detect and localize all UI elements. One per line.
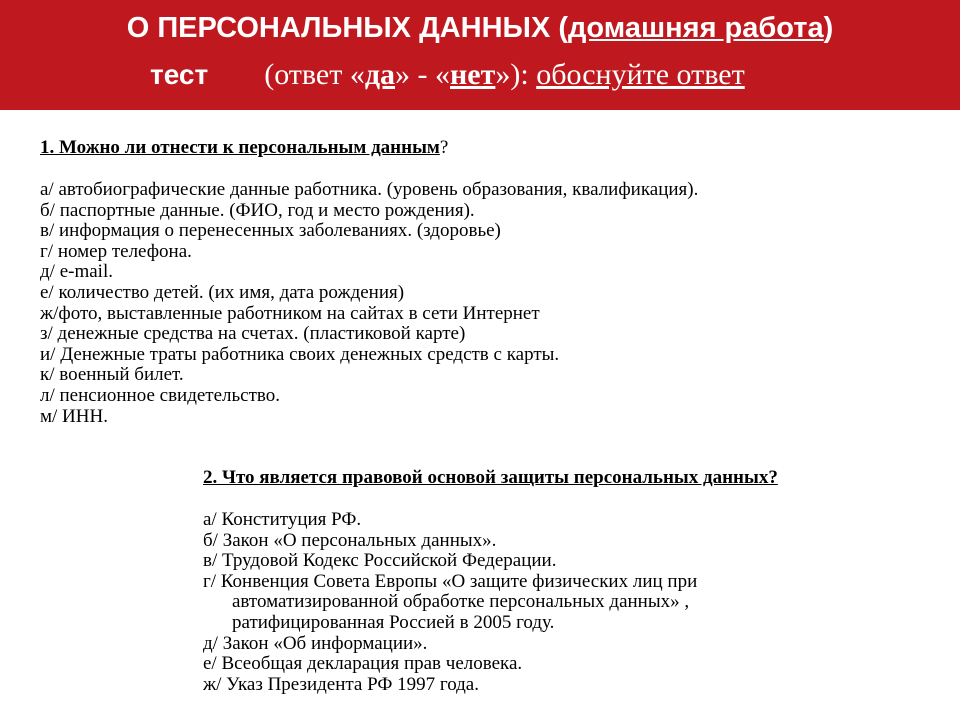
list-item: е/ количество детей. (их имя, дата рождения): [40, 281, 405, 303]
list-item: д/ Закон «Об информации».: [203, 632, 428, 654]
question-1: [40, 137, 698, 427]
list-item: а/ автобиографические данные работника. (уровень образования, квалификация).: [40, 179, 699, 200]
list-item: е/ Всеобщая декларация прав человека.: [203, 653, 523, 675]
list-item: ж/ Указ Президента РФ 1997 года.: [203, 673, 479, 695]
list-item: г/ Конвенция Совета Европы «О защите физических лиц при: [203, 570, 698, 592]
list-item: г/ номер телефона.: [40, 240, 192, 262]
list-item: д/ e-mail.: [40, 261, 113, 283]
justify-text: обоснуйте ответ: [536, 58, 745, 91]
answer-sep: » - «: [395, 58, 451, 91]
answer-no: нет: [450, 58, 496, 91]
list-item: з/ денежные средства на счетах. (пластиковой карте): [40, 323, 466, 345]
title-homework: домашняя работа: [568, 12, 824, 44]
list-item: в/ информация о перенесенных заболеваниях. (здоровье): [40, 220, 501, 242]
title-line-2: [150, 58, 745, 92]
list-item-continuation: автоматизированной обработке персональных данных» ,: [232, 591, 690, 613]
list-item: б/ паспортные данные. (ФИО, год и место рождения).: [40, 199, 475, 221]
question-1-mark: ?: [439, 137, 449, 158]
list-item: а/ Конституция РФ.: [203, 509, 362, 530]
title-main: О ПЕРСОНАЛЬНЫХ ДАННЫХ (: [126, 12, 569, 44]
answer-open: (ответ «: [264, 58, 365, 91]
title-banner: [0, 0, 960, 110]
list-item: б/ Закон «О персональных данных».: [203, 529, 497, 551]
list-item: и/ Денежные траты работника своих денежных средств с карты.: [40, 343, 560, 365]
list-item-continuation: ратифицированная Россией в 2005 году.: [232, 611, 555, 633]
title-close-paren: ): [823, 12, 834, 44]
list-item: в/ Трудовой Кодекс Российской Федерации.: [203, 550, 557, 572]
list-item: ж/фото, выставленные работником на сайтах в сети Интернет: [40, 302, 540, 324]
list-item: к/ военный билет.: [40, 364, 184, 386]
title-line-1: [0, 12, 960, 45]
answer-instruction: [264, 58, 744, 91]
list-item: м/ ИНН.: [40, 405, 108, 427]
test-word: тест: [150, 59, 209, 90]
question-2: [203, 467, 778, 695]
question-1-title: 1. Можно ли отнести к персональным данным?: [40, 137, 449, 158]
question-2-title: 2. Что является правовой основой защиты персональных данных?: [203, 467, 778, 488]
answer-close: »):: [495, 58, 537, 91]
answer-yes: да: [364, 58, 396, 91]
list-item: л/ пенсионное свидетельство.: [40, 384, 281, 406]
